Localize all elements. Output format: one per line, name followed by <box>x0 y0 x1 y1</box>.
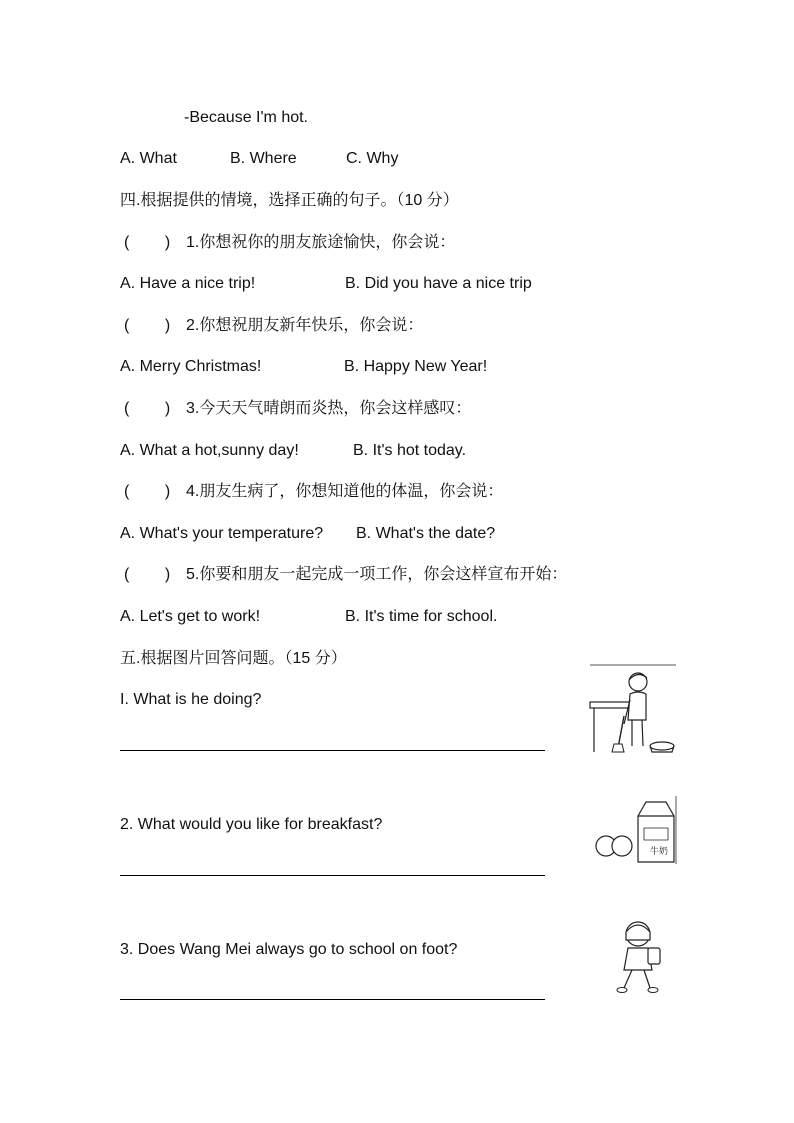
section-five-title: 五.根据图片回答问题。（15 分） <box>120 650 347 667</box>
milk-label: 牛奶 <box>650 847 669 857</box>
girl-walking-icon <box>610 918 670 994</box>
previous-answer: -Because I'm hot. <box>184 109 308 126</box>
question-prompt: 5.你要和朋友一起完成一项工作，你会这样宣布开始： <box>186 566 568 583</box>
option-a: A. Let's get to work! <box>120 608 261 625</box>
question-prompt: 1.你想祝你的朋友旅途愉快，你会说： <box>186 234 456 251</box>
option-b: B. It's hot today. <box>353 442 467 459</box>
previous-option-a: A. What <box>120 150 177 167</box>
option-b: B. It's time for school. <box>345 608 498 625</box>
answer-bracket: ( ) <box>124 566 171 583</box>
answer-line[interactable] <box>120 750 545 751</box>
milk-and-eggs-icon <box>592 794 680 866</box>
answer-line[interactable] <box>120 875 545 876</box>
answer-bracket: ( ) <box>124 234 171 251</box>
answer-bracket: ( ) <box>124 483 171 500</box>
answer-bracket: ( ) <box>124 400 171 417</box>
option-a: A. What a hot,sunny day! <box>120 442 299 459</box>
option-a: A. Merry Christmas! <box>120 358 262 375</box>
answer-line[interactable] <box>120 999 545 1000</box>
picture-question: 3. Does Wang Mei always go to school on foot? <box>120 941 458 958</box>
question-prompt: 4.朋友生病了，你想知道他的体温，你会说： <box>186 483 504 500</box>
picture-question: 2. What would you like for breakfast? <box>120 816 383 833</box>
picture-question: I. What is he doing? <box>120 691 262 708</box>
section-four-title: 四.根据提供的情境，选择正确的句子。（10 分） <box>120 192 459 209</box>
option-b: B. Happy New Year! <box>344 358 488 375</box>
previous-option-b: B. Where <box>230 150 297 167</box>
boy-sweeping-icon <box>588 664 678 754</box>
option-b: B. What's the date? <box>356 525 496 542</box>
answer-bracket: ( ) <box>124 317 171 334</box>
question-prompt: 2.你想祝朋友新年快乐，你会说： <box>186 317 424 334</box>
option-b: B. Did you have a nice trip <box>345 275 532 292</box>
option-a: A. Have a nice trip! <box>120 275 256 292</box>
previous-option-c: C. Why <box>346 150 399 167</box>
question-prompt: 3.今天天气晴朗而炎热，你会这样感叹： <box>186 400 472 417</box>
option-a: A. What's your temperature? <box>120 525 324 542</box>
